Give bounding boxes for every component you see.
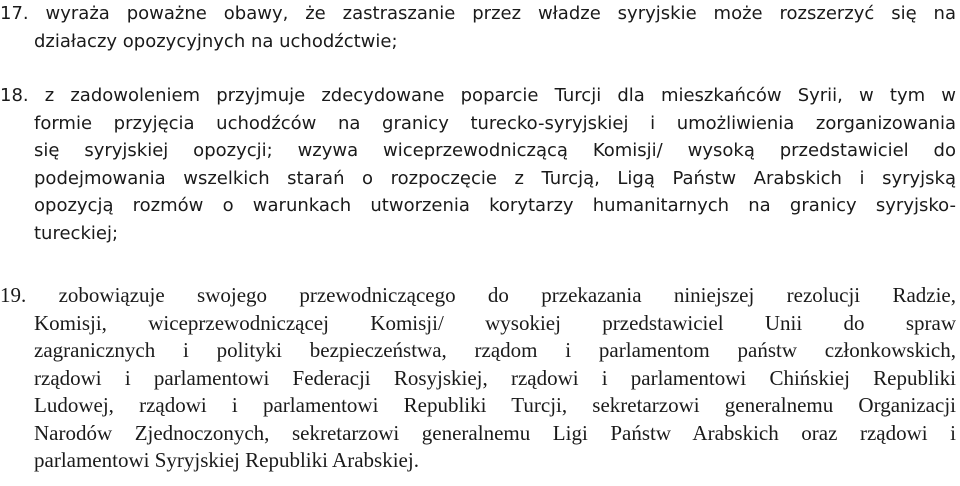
paragraph-item-18	[0, 82, 960, 247]
text-line: 17. wyraża poważne obawy, że zastraszanie przez władze syryjskie może rozszerzyć się na	[0, 3, 956, 24]
paragraph-item-17	[0, 0, 960, 55]
text-line: Narodów Zjednoczonych, sekretarzowi generalnemu Ligi Państw Arabskich oraz rządowi i	[34, 420, 956, 445]
text-line: podejmowania wszelkich starań o rozpoczęcie z Turcją, Ligą Państw Arabskich i syryjską	[34, 167, 956, 189]
text-line: się syryjskiej opozycji; wzywa wiceprzewodniczącą Komisji/ wysoką przedstawiciel do	[34, 140, 956, 161]
text-line: tureckiej;	[34, 222, 119, 244]
text-line: 19. zobowiązuje swojego przewodniczącego do przekazania niniejszej rezolucji Radzie,	[0, 283, 956, 307]
text-line: formie przyjęcia uchodźców na granicy turecko-syryjskiej i umożliwienia zorganizowania	[34, 112, 956, 134]
text-line: opozycją rozmów o warunkach utworzenia korytarzy humanitarnych na granicy syryjsko-	[34, 195, 956, 216]
paragraph-item-19	[0, 282, 960, 475]
text-line: Komisji, wiceprzewodniczącej Komisji/ wysokiej przedstawiciel Unii do spraw	[34, 310, 956, 335]
text-line: Ludowej, rządowi i parlamentowi Republiki Turcji, sekretarzowi generalnemu Organizacji	[34, 393, 956, 417]
text-line: 18. z zadowoleniem przyjmuje zdecydowane poparcie Turcji dla mieszkańców Syrii, w tym w	[0, 85, 956, 106]
text-line: rządowi i parlamentowi Federacji Rosyjskiej, rządowi i parlamentowi Chińskiej Republiki	[34, 365, 956, 390]
text-line: zagranicznych i polityki bezpieczeństwa, rządom i parlamentom państw członkowskich,	[34, 338, 956, 362]
text-line: działaczy opozycyjnych na uchodźctwie;	[34, 30, 398, 52]
text-line: parlamentowi Syryjskiej Republiki Arabskiej.	[34, 448, 419, 472]
